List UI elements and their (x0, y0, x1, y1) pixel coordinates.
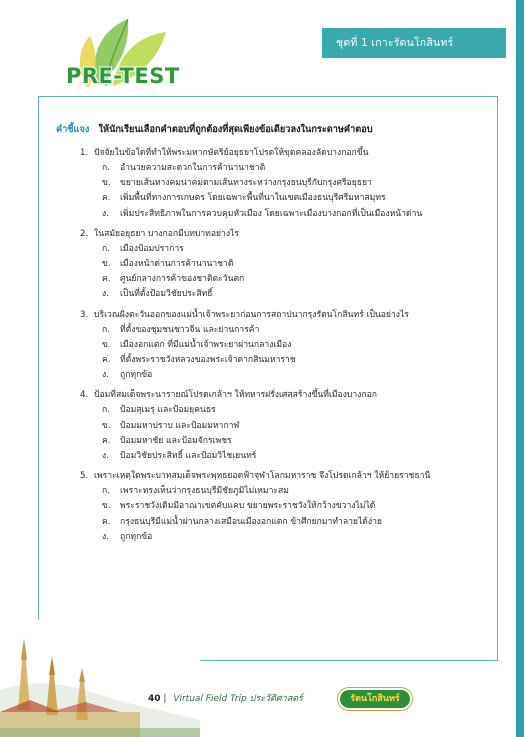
question-text: ป้อมที่สมเด็จพระนารายณ์โปรดเกล้าฯ ให้ทหารฝรั่งเศสสร้างขึ้นที่เมืองบางกอก (94, 390, 377, 401)
choice-letter: ก. (102, 405, 110, 416)
temple-illustration-icon (0, 620, 200, 737)
choice-letter: ข. (102, 339, 111, 350)
answer-choice (80, 207, 490, 222)
answer-choice (80, 403, 490, 418)
pretest-logo-text: PRE-TEST (66, 64, 180, 88)
choice-letter: ค. (102, 435, 111, 446)
choice-text: พระราชวังเดิมมีอาณาเขตคับแคบ ขยายพระราชวังให้กว้างขวางไม่ได้ (120, 501, 376, 512)
choice-letter: ง. (102, 451, 109, 462)
series-title: Virtual Field Trip ประวัติศาสตร์ (173, 694, 303, 704)
choice-letter: ข. (102, 259, 111, 270)
answer-choice (80, 419, 490, 434)
question-item (80, 227, 490, 303)
choice-letter: ข. (102, 178, 111, 189)
choice-text: เพราะทรงเห็นว่ากรุงธนบุรีมีชัยภูมิไม่เหมาะสม (120, 486, 289, 497)
question-text: บริเวณฝั่งตะวันออกของแม่น้ำเจ้าพระยาก่อนการสถาปนากรุงรัตนโกสินทร์ เป็นอย่างไร (94, 309, 409, 320)
question-number: 3. (80, 309, 89, 320)
choice-letter: ก. (102, 243, 110, 254)
choice-letter: ค. (102, 355, 111, 366)
choice-text: ป้อมมหาชัย และป้อมจักรเพชร (120, 435, 232, 446)
choice-text: เมืองป้อมปราการ (120, 243, 184, 254)
choice-text: ป้อมมหาปราบ และป้อมมหากาฬ (120, 420, 240, 431)
question-text: เพราะเหตุใดพระบาทสมเด็จพระพุทธยอดฟ้าจุฬาโลกมหาราช จึงโปรดเกล้าฯ ให้ย้ายราชธานี (94, 471, 431, 482)
answer-choice (80, 161, 490, 176)
answer-choice (80, 287, 490, 302)
answer-choice (80, 272, 490, 287)
question-stem (80, 227, 490, 242)
choice-text: ขยายเส้นทางคมนาคมตามเส้นทางระหว่างกรุงธนบุรีกับกรุงศรีอยุธยา (120, 178, 372, 189)
choice-letter: ง. (102, 289, 109, 300)
answer-choice (80, 499, 490, 514)
choice-text: ที่ตั้งของชุมชนชาวจีน และย่านการค้า (120, 324, 260, 335)
choice-letter: ง. (102, 208, 109, 219)
question-stem (80, 308, 490, 323)
answer-choice (80, 484, 490, 499)
answer-choice (80, 323, 490, 338)
choice-text: เมืองอกแตก ที่มีแม่น้ำเจ้าพระยาผ่านกลางเมือง (120, 339, 292, 350)
choice-letter: ค. (102, 193, 111, 204)
question-stem (80, 469, 490, 484)
question-number: 2. (80, 228, 89, 239)
question-stem (80, 146, 490, 161)
question-text: ปัจจัยในข้อใดที่ทำให้พระมหากษัตริย์อยุธยาโปรดให้ขุดคลองลัดบางกอกขึ้น (94, 148, 369, 158)
chapter-header-tab: ชุดที่ 1 เกาะรัตนโกสินทร์ (322, 28, 506, 58)
question-number: 5. (80, 471, 89, 482)
question-stem (80, 388, 490, 403)
choice-text: ถูกทุกข้อ (120, 531, 153, 542)
right-edge-stripe (516, 0, 524, 737)
question-item (80, 308, 490, 384)
answer-choice (80, 242, 490, 257)
instruction-line (56, 122, 486, 137)
answer-choice (80, 449, 490, 464)
choice-letter: ข. (102, 420, 111, 431)
answer-choice (80, 257, 490, 272)
choice-letter: ก. (102, 324, 110, 335)
choice-text: ถูกทุกข้อ (120, 370, 153, 381)
answer-choice (80, 353, 490, 368)
answer-choice (80, 434, 490, 449)
question-number: 4. (80, 390, 89, 401)
footer-separator: | (163, 694, 167, 704)
choice-text: ป้อมสุเมรุ และป้อมยุคนธร (120, 405, 216, 416)
choice-text: ป้อมวิชัยประสิทธิ์ และป้อมวิไชเยนทร์ (120, 451, 257, 462)
question-item (80, 469, 490, 545)
choice-letter: ง. (102, 531, 109, 542)
choice-letter: ข. (102, 501, 111, 512)
page-number: 40 (148, 694, 161, 704)
question-text: ในสมัยอยุธยา บางกอกมีบทบาทอย่างไร (94, 228, 239, 239)
choice-text: เมืองหน้าด่านการค้านานาชาติ (120, 259, 234, 270)
choice-text: ที่ตั้งพระราชวังหลวงของพระเจ้าตากสินมหาราช (120, 355, 296, 366)
question-item (80, 146, 490, 222)
question-list (80, 146, 490, 550)
choice-text: เพิ่มประสิทธิภาพในการควบคุมหัวเมือง โดยเฉพาะเมืองบางกอกที่เป็นเมืองหน้าด่าน (120, 208, 423, 219)
choice-letter: ก. (102, 163, 110, 173)
question-item (80, 388, 490, 464)
answer-choice (80, 176, 490, 191)
answer-choice (80, 530, 490, 545)
rattanakosin-badge: รัตนโกสินทร์ (340, 690, 410, 708)
choice-text: อำนวยความสะดวกในการค้านานาชาติ (120, 163, 266, 173)
answer-choice (80, 191, 490, 206)
instruction-text: ให้นักเรียนเลือกคำตอบที่ถูกต้องที่สุดเพียงข้อเดียวลงในกระดาษคำตอบ (98, 124, 373, 135)
choice-text: ศูนย์กลางการค้าของชาติตะวันตก (120, 274, 245, 285)
choice-text: เป็นที่ตั้งป้อมวิชัยประสิทธิ์ (120, 289, 213, 300)
answer-choice (80, 515, 490, 530)
choice-letter: ง. (102, 370, 109, 381)
choice-text: เพิ่มพื้นที่ทางการเกษตร โดยเฉพาะพื้นที่นาในเขตเมืองธนบุรีศรีมหาสมุทร (120, 193, 386, 204)
choice-letter: ก. (102, 486, 110, 497)
instruction-label: คำชี้แจง (56, 124, 90, 135)
question-number: 1. (80, 148, 89, 158)
answer-choice (80, 338, 490, 353)
answer-choice (80, 368, 490, 383)
choice-letter: ค. (102, 516, 111, 527)
choice-letter: ค. (102, 274, 111, 285)
choice-text: กรุงธนบุรีมีแม่น้ำผ่านกลางเสมือนเมืองอกแตก ข้าศึกยกมาทำลายได้ง่าย (120, 516, 382, 527)
